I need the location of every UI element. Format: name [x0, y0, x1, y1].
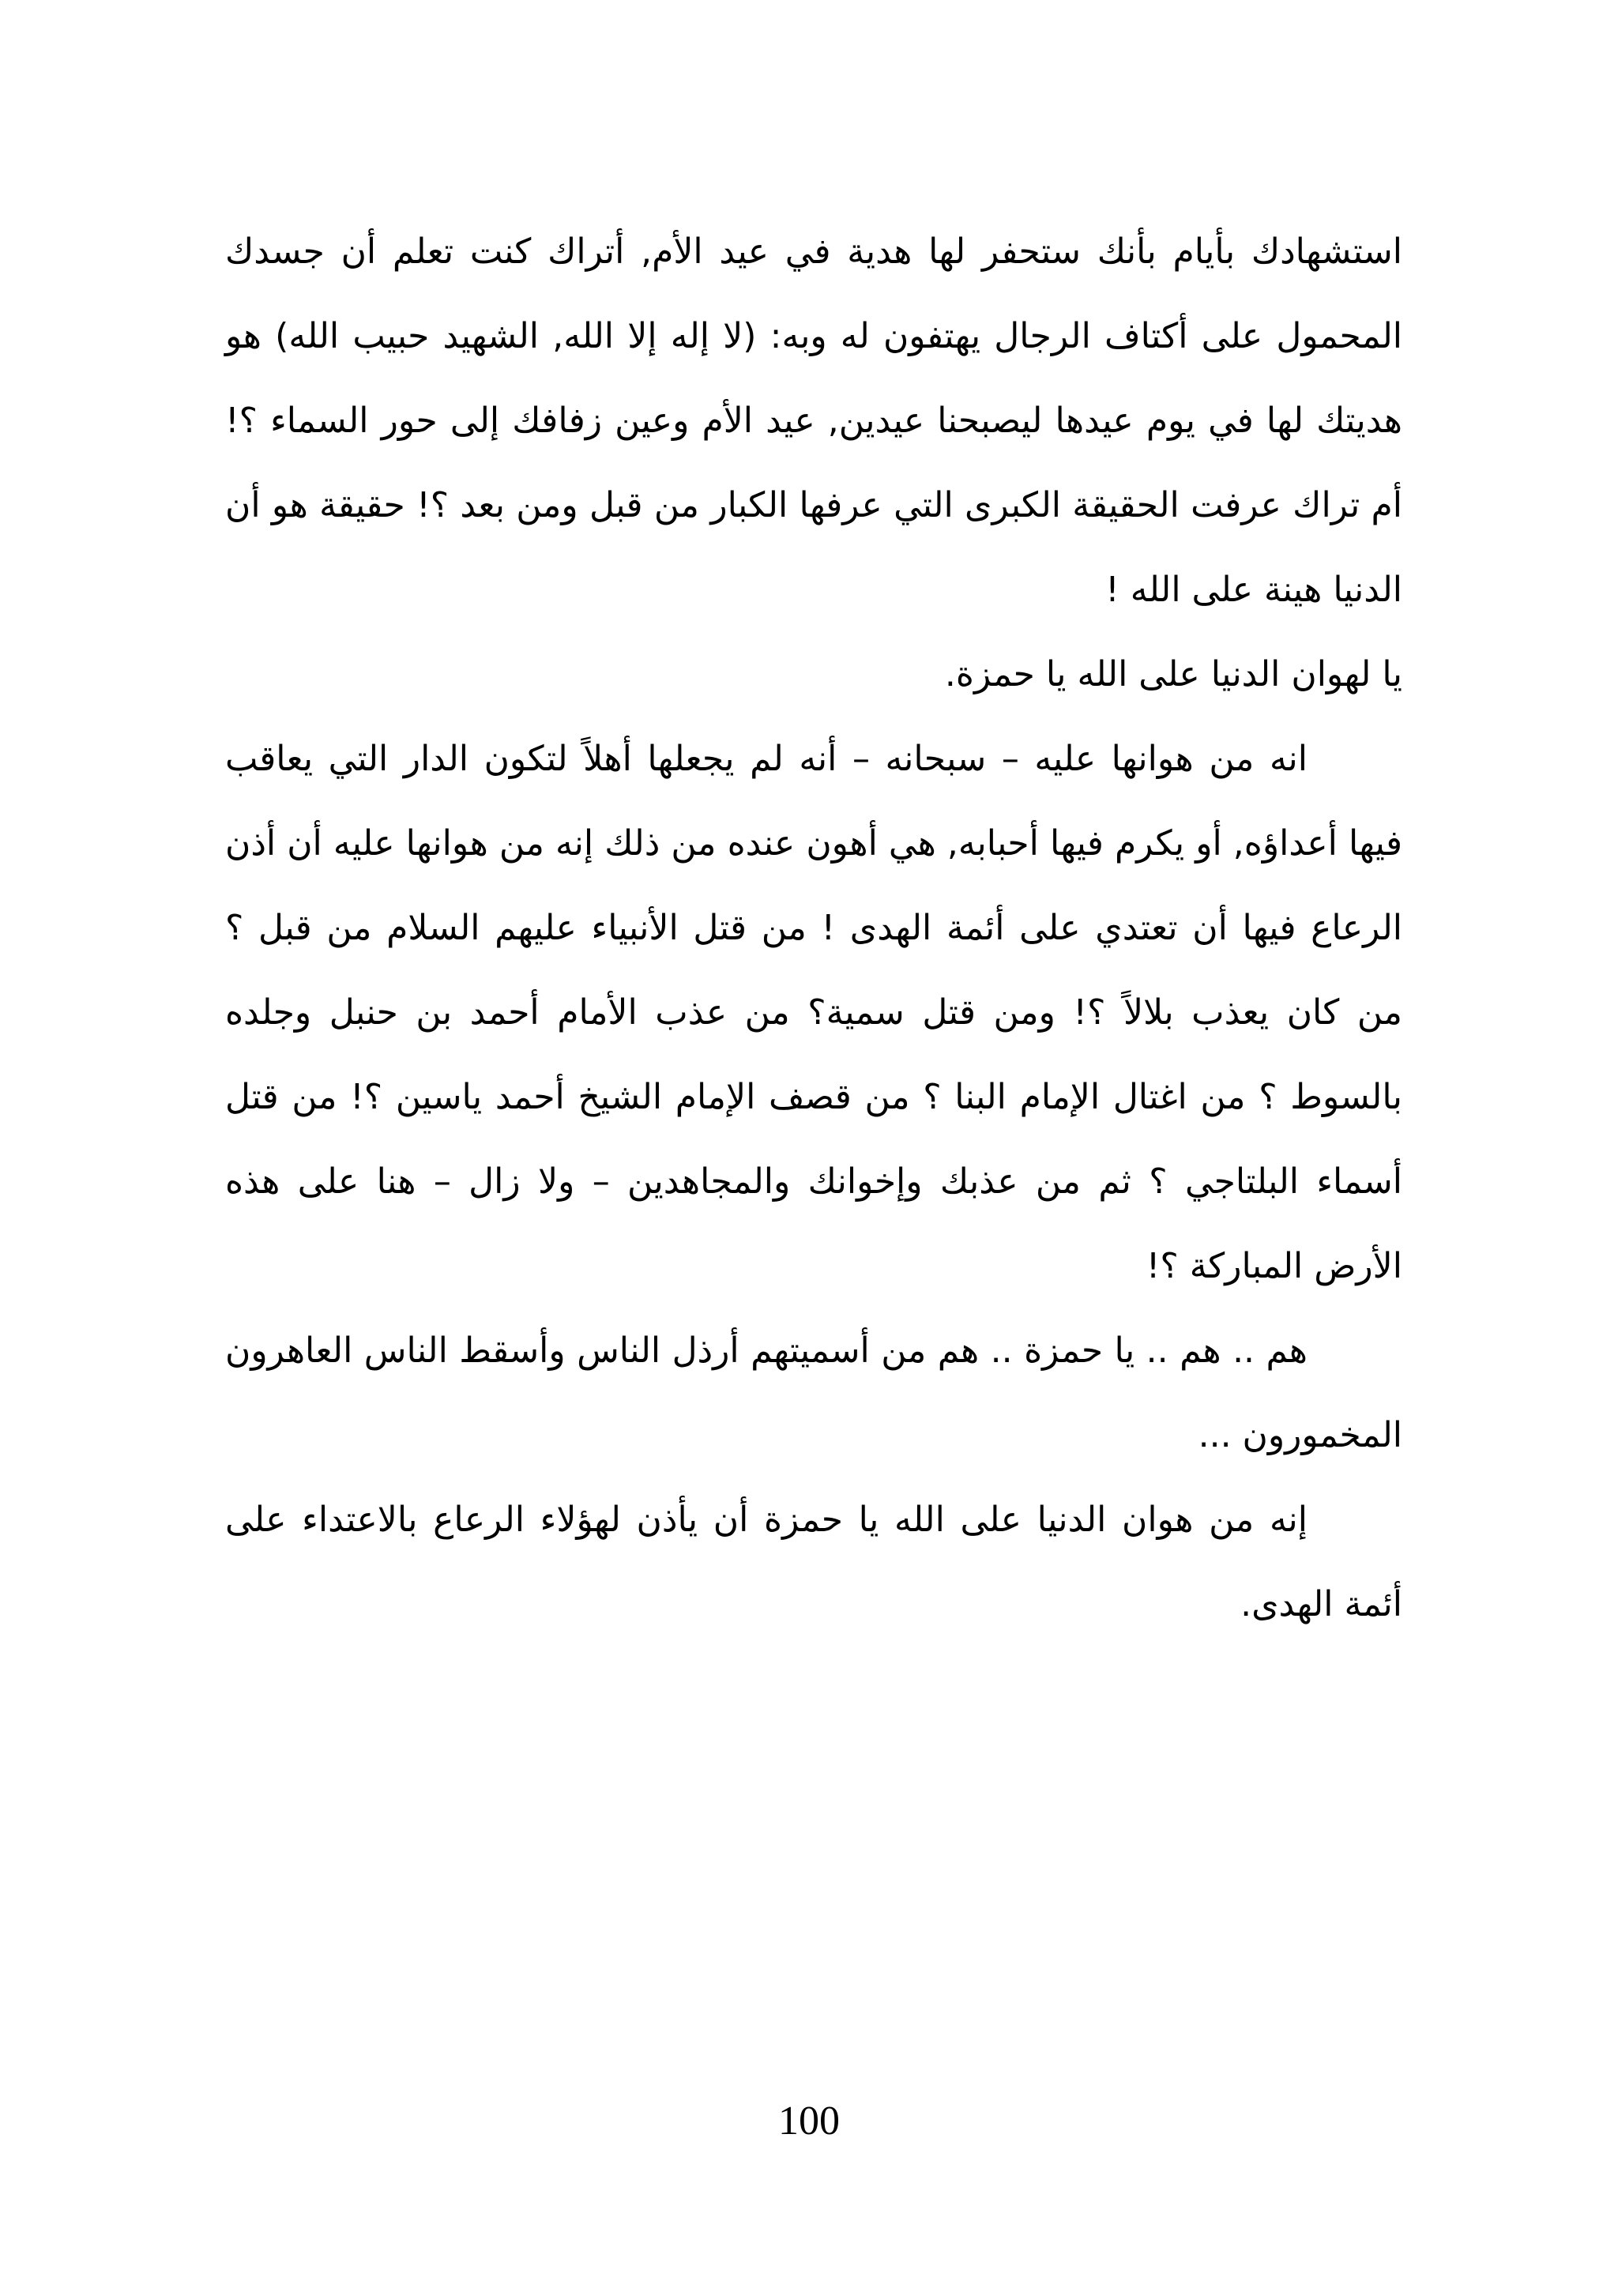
paragraph-5: إنه من هوان الدنيا على الله يا حمزة أن يأذن لهؤلاء الرعاع بالاعتداء على أئمة الهدى.: [225, 1500, 1402, 1624]
paragraph-3: انه من هوانها عليه – سبحانه – أنه لم يجعلها أهلاً لتكون الدار التي يعاقب فيها أعداؤه, أو يكرم فيها أحبابه, هي أهون عنده من ذلك إنه من هوانها عليه أن أذن الرعاع فيها أن تعتدي على أئمة الهدى ! من قتل الأنبياء عليهم السلام من قبل ؟ من كان يعذب بلالاً ؟! ومن قتل سمية؟ من عذب الأمام أحمد بن حنبل وجلده بالسوط ؟ من اغتال الإمام البنا ؟ من قصف الإمام الشيخ أحمد ياسين ؟! من قتل أسماء البلتاجي ؟ ثم من عذبك وإخوانك والمجاهدين – ولا زال – هنا على هذه الأرض المباركة ؟!: [225, 739, 1402, 1286]
paragraph-1: استشهادك بأيام بأنك ستحفر لها هدية في عيد الأم, أتراك كنت تعلم أن جسدك المحمول على أكتاف الرجال يهتفون له وبه: (لا إله إلا الله, الشهيد حبيب الله) هو هديتك لها في يوم عيدها ليصبحنا عيدين, عيد الأم وعين زفافك إلى حور السماء ؟! أم تراك عرفت الحقيقة الكبرى التي عرفها الكبار من قبل ومن بعد ؟! حقيقة هو أن الدنيا هينة على الله !: [225, 231, 1402, 610]
paragraph-4: هم .. هم .. يا حمزة .. هم من أسميتهم أرذل الناس وأسقط الناس العاهرون المخمورون ...: [225, 1331, 1402, 1455]
text-body: [225, 209, 1402, 1647]
page-number: 100: [778, 2098, 840, 2144]
paragraph-2: يا لهوان الدنيا على الله يا حمزة.: [944, 654, 1402, 694]
